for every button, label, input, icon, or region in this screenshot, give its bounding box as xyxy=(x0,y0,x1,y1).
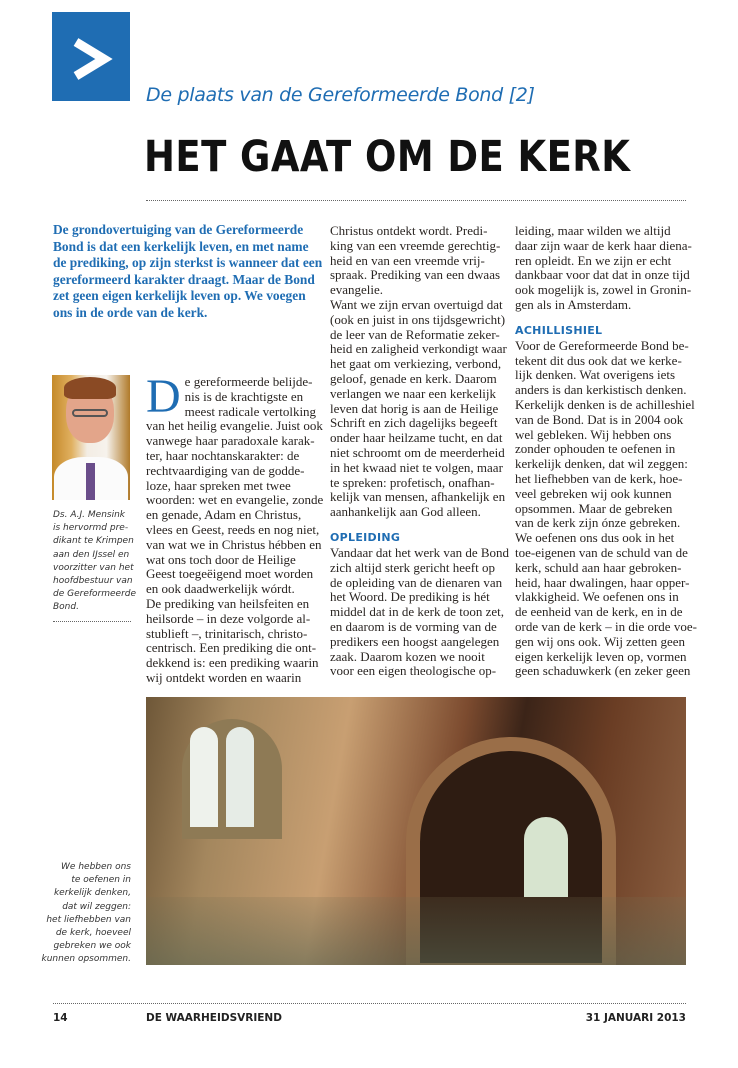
text-line: opsommen. Maar de gebreken xyxy=(515,500,673,516)
text-line: ons in de orde van de kerk. xyxy=(53,304,208,320)
text-line: lijk denken. Wat overigens iets xyxy=(515,367,676,383)
text-line: voor een eigen theologische op- xyxy=(330,663,497,679)
author-caption xyxy=(53,509,137,615)
text-line: Kerkelijk denken is de achilleshiel xyxy=(515,396,695,412)
text-line: stublieft –, trinitarisch, christo- xyxy=(146,625,308,641)
text-line: heilsorde – in deze volgorde al- xyxy=(146,610,311,626)
footer-divider xyxy=(53,1003,686,1004)
text-line: centrisch. Een prediking die ont- xyxy=(146,640,317,656)
text-line: heid en van een vreemde vrij- xyxy=(330,252,485,268)
chevron-right-icon xyxy=(52,12,130,101)
text-line: king van een vreemde gerechtig- xyxy=(330,237,501,253)
text-line: geloof, genade en kerk. Daarom xyxy=(330,370,497,386)
drop-cap: D xyxy=(146,370,181,423)
text-line: wel gebleken. Wij hebben ons xyxy=(515,426,672,442)
text-line: ter, haar nochtanskarakter: de xyxy=(146,447,300,463)
section-heading: ACHILLISHIEL xyxy=(515,323,603,337)
magazine-name: DE WAARHEIDSVRIEND xyxy=(146,1012,282,1024)
text-line: de Gereformeerde xyxy=(53,589,137,600)
text-line: wij ontdekt worden en waarin xyxy=(146,669,302,685)
text-line: het liefhebben van xyxy=(46,914,131,925)
text-line: veel gebreken wij ook kunnen xyxy=(515,485,672,501)
text-line: Bond. xyxy=(53,602,79,613)
text-line: ren opleidt. En we zijn er echt xyxy=(515,252,672,268)
text-line: dekkend is: een prediking waarin xyxy=(146,655,319,671)
column-2 xyxy=(330,224,510,679)
text-line: Want we zijn ervan overtuigd dat xyxy=(330,296,503,312)
text-line: orde van de kerk – in die orde voe- xyxy=(515,618,697,634)
text-line: (ook en juist in ons tijdsgewricht) xyxy=(330,311,506,327)
divider xyxy=(146,200,686,201)
text-line: gen als in Amsterdam. xyxy=(515,296,632,312)
text-line: vlees en Geest, reeds en nog niet, xyxy=(146,521,320,537)
text-line: rechtvaardiging van de godde- xyxy=(146,462,305,478)
text-line: We hebben ons xyxy=(61,862,131,872)
text-line: dankbaar voor dat dat in onze tijd xyxy=(515,267,690,283)
photo-caption xyxy=(40,861,131,967)
author-photo xyxy=(52,375,130,500)
text-line: Ds. A.J. Mensink xyxy=(53,510,126,520)
text-line: van wat we in Christus hébben en xyxy=(146,536,322,552)
text-line: e gereformeerde belijde- xyxy=(184,374,313,389)
text-line: kerkelijk denken, xyxy=(53,888,131,899)
text-line: zaak. Daarom kozen we nooit xyxy=(330,648,485,664)
text-line: voorzitter van het xyxy=(53,562,134,573)
column-3 xyxy=(515,224,695,679)
text-line: predikers een hoogst aangelegen xyxy=(330,633,500,649)
text-line: zet geen eigen kerkelijk leven op. We voegen xyxy=(53,288,306,304)
issue-date: 31 JANUARI 2013 xyxy=(585,1012,686,1024)
text-line: verlangen we naar een kerkelijk xyxy=(330,385,497,401)
text-line: loze, haar spreken met twee xyxy=(146,477,291,493)
text-line: dat wil zeggen: xyxy=(62,901,131,912)
text-line: evangelie. xyxy=(330,282,384,298)
text-line: tekent dit dus ook dat we kerke- xyxy=(515,352,682,368)
text-line: kerkelijk denken, dat wil zeggen: xyxy=(515,456,688,472)
text-line: niet schroomt om de meerderheid xyxy=(330,444,505,460)
text-line: daar zijn waar de kerk haar diena- xyxy=(515,237,692,253)
text-line: eigen kerkelijk leven op, vormen xyxy=(515,648,687,664)
text-line: Bond is dat een kerkelijk leven, en met name xyxy=(53,238,309,254)
text-line: zonder ophouden te oefenen in xyxy=(515,441,676,457)
text-line: De grondovertuiging van de Gereformeerde xyxy=(53,222,304,237)
text-line: heid en zaligheid verkondigt waar xyxy=(330,341,507,357)
text-line: de leer van de Reformatie zeker- xyxy=(330,326,500,342)
text-line: de prediking, op zijn sterkst is wanneer dat een xyxy=(53,255,323,271)
text-line: hoofdbestuur van xyxy=(53,576,133,587)
text-line: en genade, Adam en Christus, xyxy=(146,507,302,523)
text-line: geen schaduwkerk (en zeker geen xyxy=(515,663,691,679)
text-line: heid, haar dwalingen, haar opper- xyxy=(515,574,690,590)
text-line: zich altijd sterk gericht heeft op xyxy=(330,559,495,575)
text-line: het liefhebben van de kerk, hoe- xyxy=(515,470,683,486)
text-line: gebreken we ook xyxy=(53,941,131,952)
text-line: het Woord. De prediking is hét xyxy=(330,589,490,605)
text-line: vlakkigheid. We oefenen ons in xyxy=(515,589,679,605)
page-number: 14 xyxy=(53,1012,68,1024)
text-line: van de kerk zijn ónze gebreken. xyxy=(515,515,681,531)
text-line: woorden: wet en evangelie, zonde xyxy=(146,492,324,508)
text-line: dikant te Krimpen xyxy=(53,536,134,547)
text-line: nis is de krachtigste en xyxy=(184,388,304,404)
text-line: in het kwaad niet te volgen, maar xyxy=(330,459,503,475)
text-line: Vandaar dat het werk van de Bond xyxy=(330,544,510,560)
text-line: en ook daadwerkelijk wórdt. xyxy=(146,581,295,597)
column-1 xyxy=(146,370,326,686)
section-heading: OPLEIDING xyxy=(330,530,401,544)
article-title: HET GAAT OM DE KERK xyxy=(144,132,631,182)
text-line: de opleiding van de dienaren van xyxy=(330,574,503,590)
text-line: vanwege haar paradoxale karak- xyxy=(146,433,315,449)
text-line: De prediking van heilsfeiten en xyxy=(146,595,310,611)
text-line: kerk, schuld aan haar gebroken- xyxy=(515,559,682,575)
text-line: Christus ontdekt wordt. Predi- xyxy=(330,223,488,238)
text-line: is hervormd pre- xyxy=(53,523,129,534)
text-line: kunnen opsommen. xyxy=(41,954,131,965)
text-line: middel dat in de kerk de toon zet, xyxy=(330,604,505,620)
text-line: wat ons toch door de Heilige xyxy=(146,551,296,567)
text-line: anders is dan kerkistisch denken. xyxy=(515,382,687,398)
text-line: leiding, maar wilden we altijd xyxy=(515,223,671,238)
text-line: ook mogelijk is, zowel in Gronin- xyxy=(515,282,692,298)
text-line: meest radicale vertolking xyxy=(184,403,317,419)
text-line: te oefenen in xyxy=(71,875,131,886)
text-line: Voor de Gereformeerde Bond be- xyxy=(515,337,689,353)
text-line: aanhankelijk aan God alleen. xyxy=(330,504,481,520)
intro-lead xyxy=(53,222,323,322)
text-line: de eenheid van de kerk, en in de xyxy=(515,604,683,620)
article-subtitle: De plaats van de Gereformeerde Bond [2] xyxy=(146,84,535,106)
text-line: We oefenen ons dus ook in het xyxy=(515,530,675,546)
text-line: gereformeerd karakter draagt. Maar de Bond xyxy=(53,271,315,287)
text-line: Geest toegeëigend moet worden xyxy=(146,566,314,582)
text-line: aan den IJssel en xyxy=(53,549,130,560)
text-line: het gaat om verkiezing, verbond, xyxy=(330,356,502,372)
text-line: kelijk van mensen, afhankelijk en xyxy=(330,489,506,505)
text-line: toe-eigenen van de schuld van de xyxy=(515,544,688,560)
text-line: Schrift en zich dagelijks begeeft xyxy=(330,415,498,431)
church-ruin-photo xyxy=(146,697,686,965)
text-line: leven dat horig is aan de Heilige xyxy=(330,400,499,416)
section-marker xyxy=(52,12,130,101)
text-line: de kerk, hoeveel xyxy=(55,928,131,939)
text-line: gen wij ons ook. Wij zetten geen xyxy=(515,633,686,649)
text-line: en daarom is de vorming van de xyxy=(330,618,497,634)
text-line: van de Bond. Dat is in 2004 ook xyxy=(515,411,684,427)
caption-divider xyxy=(53,621,131,622)
text-line: spraak. Prediking van een dwaas xyxy=(330,267,501,283)
text-line: van het heilig evangelie. Juist ook xyxy=(146,418,323,434)
text-line: onder haar heilzame tucht, en dat xyxy=(330,430,503,446)
text-line: te spreken: profetisch, onafhan- xyxy=(330,474,495,490)
